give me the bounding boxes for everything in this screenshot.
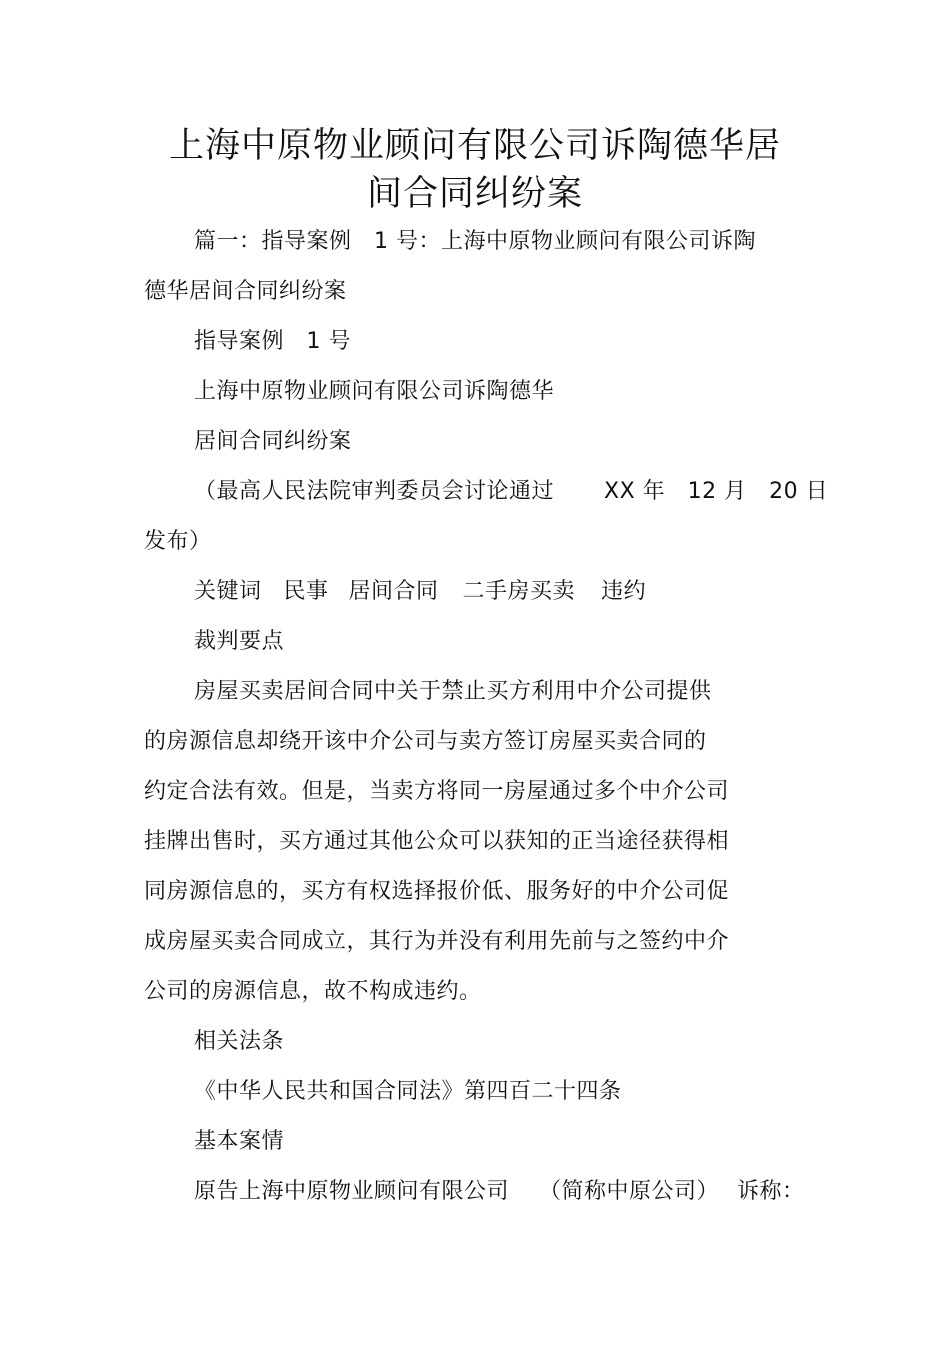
document-title-line-1: 上海中原物业顾问有限公司诉陶德华居: [168, 126, 781, 166]
ruling-paragraph-line: 挂牌出售时，买方通过其他公众可以获知的正当途径获得相: [144, 829, 730, 854]
keyword: 违约: [601, 579, 647, 604]
case-name-line-1: 上海中原物业顾问有限公司诉陶德华: [194, 379, 555, 404]
law-heading: 相关法条: [194, 1029, 285, 1054]
release-info-line-2: 发布）: [144, 529, 212, 554]
keywords-line: [194, 581, 646, 603]
keyword: 民事: [283, 579, 329, 604]
keyword: 二手房买卖: [462, 579, 576, 604]
facts-abbreviation: （简称中原公司）: [539, 1179, 720, 1204]
facts-heading: 基本案情: [194, 1129, 285, 1154]
facts-line: [194, 1181, 805, 1203]
ruling-paragraph-line: 房屋买卖居间合同中关于禁止买方利用中介公司提供: [194, 679, 712, 704]
release-info-text: （最高人民法院审判委员会讨论通过: [194, 479, 555, 504]
ruling-paragraph-line: 公司的房源信息，故不构成违约。: [144, 979, 482, 1004]
ruling-paragraph-line: 同房源信息的，买方有权选择报价低、服务好的中介公司促: [144, 879, 730, 904]
ruling-paragraph-line: 的房源信息却绕开该中介公司与卖方签订房屋买卖合同的: [144, 729, 707, 754]
section-intro-line-2: 德华居间合同纠纷案: [144, 279, 347, 304]
release-date: XX 年 12 月 20 日: [604, 479, 829, 504]
release-info-line-1: [194, 481, 828, 503]
keywords-label: 关键词: [194, 579, 262, 604]
document-title-line-2: 间合同纠纷案: [366, 174, 583, 214]
ruling-paragraph-line: 约定合法有效。但是，当卖方将同一房屋通过多个中介公司: [144, 779, 730, 804]
facts-plaintiff: 原告上海中原物业顾问有限公司: [194, 1179, 510, 1204]
keyword: 居间合同: [348, 579, 439, 604]
case-name-line-2: 居间合同纠纷案: [194, 429, 352, 454]
case-number: 指导案例 1 号: [194, 329, 351, 354]
law-text: 《中华人民共和国合同法》第四百二十四条: [194, 1079, 622, 1104]
ruling-paragraph-line: 成房屋买卖合同成立，其行为并没有利用先前与之签约中介: [144, 929, 730, 954]
facts-claims: 诉称：: [737, 1179, 805, 1204]
section-intro-line-1: 篇一：指导案例 1 号：上海中原物业顾问有限公司诉陶: [194, 229, 756, 254]
ruling-heading: 裁判要点: [194, 629, 285, 654]
